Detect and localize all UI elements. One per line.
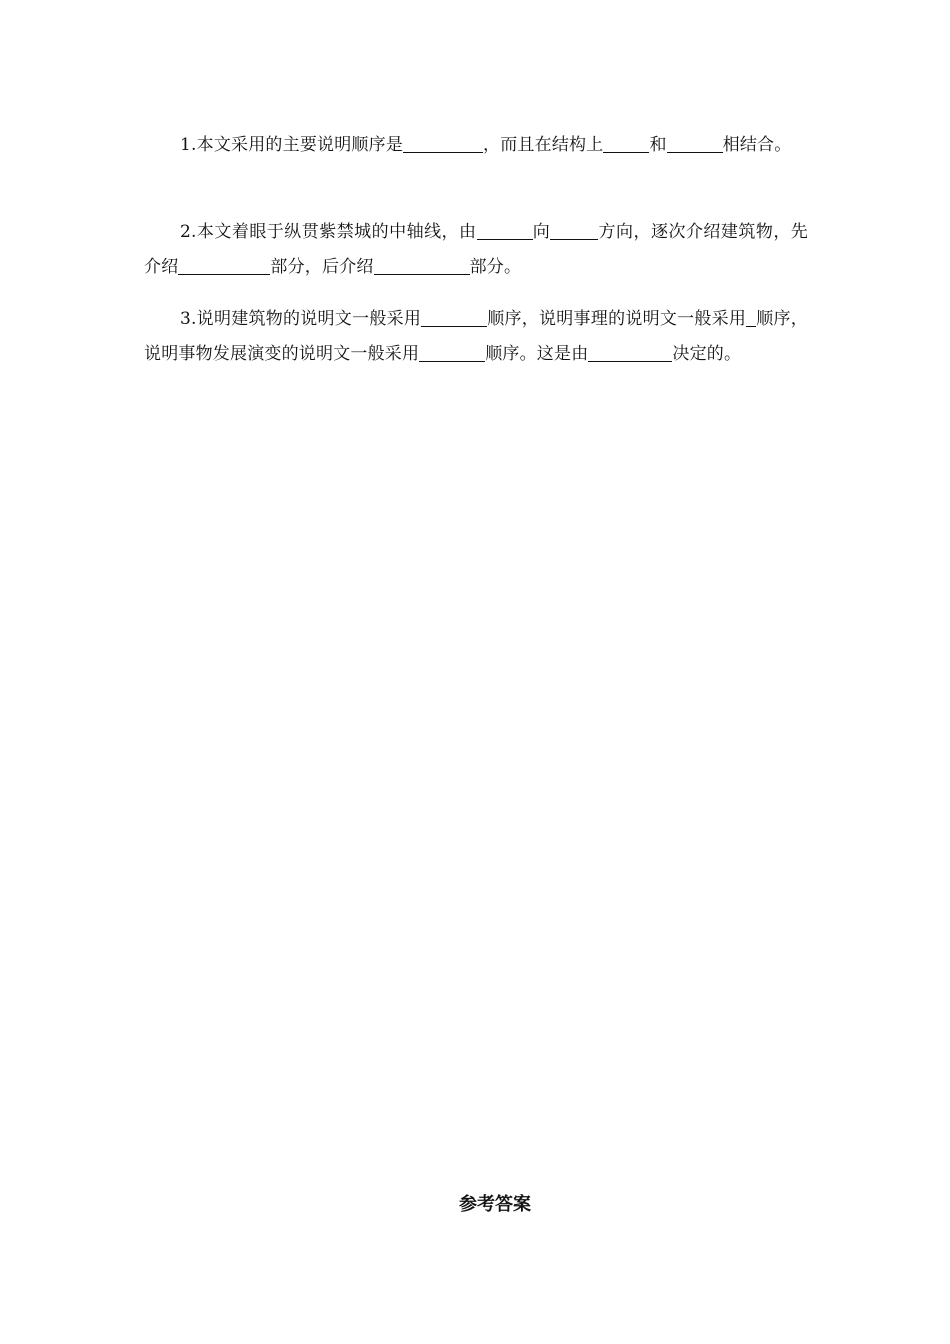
fill-blank[interactable]: [603, 134, 649, 153]
fill-blank[interactable]: [550, 221, 598, 240]
question-2-text-1: 2.本文着眼于纵贯紫禁城的中轴线，由: [180, 222, 477, 242]
question-1: [144, 128, 808, 163]
fill-blank[interactable]: [477, 221, 533, 240]
fill-blank[interactable]: [588, 343, 672, 362]
question-2-text-2: 向: [532, 222, 551, 242]
question-3-text-1: 3.说明建筑物的说明文一般采用: [180, 309, 422, 329]
answer-heading: 参考答案: [459, 1194, 531, 1215]
question-3-text-4: 顺序。这是由: [485, 344, 589, 364]
question-2-text-4: 部分，后介绍: [270, 257, 374, 277]
question-1-text-3: 和: [649, 135, 667, 155]
fill-blank[interactable]: [403, 134, 483, 153]
question-3-text-3: 顺序，说明事物发展演变的说明文一般采用: [144, 309, 808, 364]
question-2-text-5: 部分。: [469, 257, 522, 277]
question-1-text-4: 相结合。: [722, 135, 792, 155]
fill-blank[interactable]: [419, 343, 485, 362]
question-2: [144, 215, 808, 285]
question-1-text-1: 1.本文采用的主要说明顺序是: [180, 135, 404, 155]
question-2-text-3: 方向，逐次介绍建筑物，先介绍: [144, 222, 808, 277]
fill-blank[interactable]: [746, 308, 756, 327]
fill-blank[interactable]: [667, 134, 723, 153]
question-1-text-2: ，而且在结构上: [483, 135, 604, 155]
question-3-text-5: 决定的。: [672, 344, 742, 364]
fill-blank[interactable]: [374, 256, 470, 275]
question-3: [144, 302, 808, 372]
question-3-text-2: 顺序，说明事理的说明文一般采用: [487, 309, 747, 329]
fill-blank[interactable]: [421, 308, 487, 327]
fill-blank[interactable]: [178, 256, 270, 275]
